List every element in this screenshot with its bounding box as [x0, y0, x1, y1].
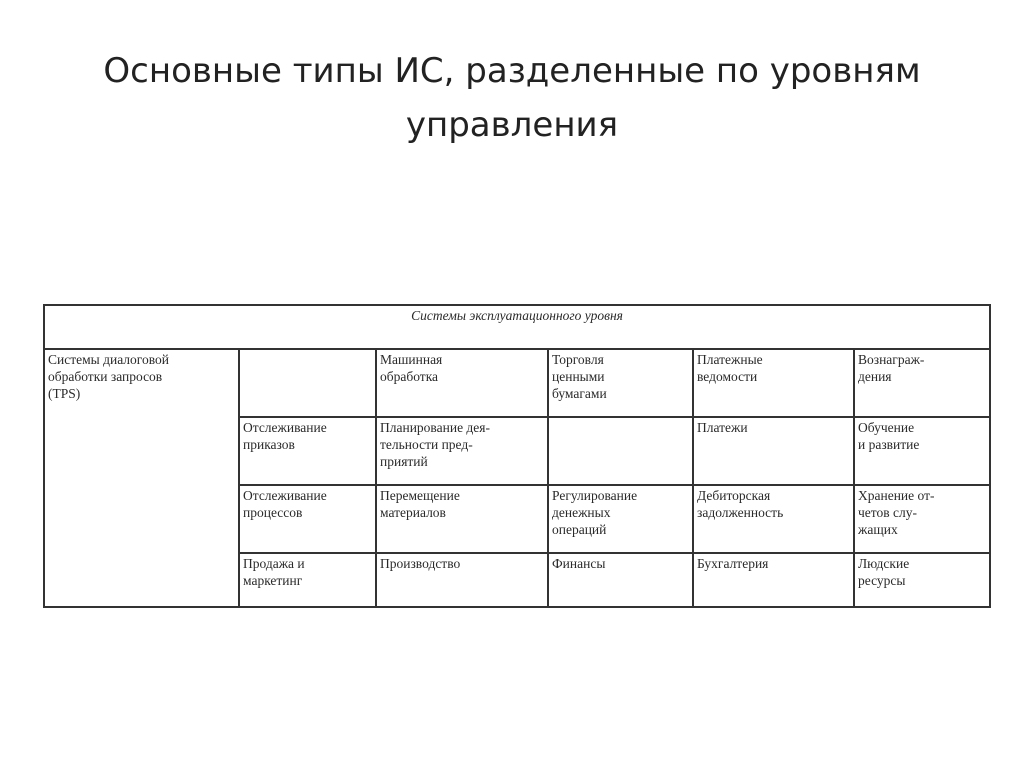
table-cell [693, 485, 854, 553]
cell-text: Перемещение материалов [380, 488, 460, 520]
cell-text: Отслеживание процессов [243, 488, 327, 520]
cell-text: Платежи [697, 420, 748, 435]
table-cell [693, 417, 854, 485]
slide-title-line-1: Основные типы ИС, разделенные по уровням [103, 51, 921, 91]
table-cell [548, 553, 693, 607]
table-cell [548, 349, 693, 417]
table-cell [548, 485, 693, 553]
cell-text: Отслеживание приказов [243, 420, 327, 452]
table-cell [376, 485, 548, 553]
table-cell [376, 417, 548, 485]
table-cell [854, 485, 990, 553]
table-cell [376, 349, 548, 417]
table-cell [854, 417, 990, 485]
tps-label-text: Системы диалоговой обработки запросов (TPS) [48, 352, 169, 401]
table-cell [854, 553, 990, 607]
table-cell [854, 349, 990, 417]
table-cell [376, 553, 548, 607]
cell-text: Планирование дея- тельности пред- приятий [380, 420, 490, 469]
cell-text: Регулирование денежных операций [552, 488, 638, 537]
table-cell [239, 349, 376, 417]
table-header-cell [44, 305, 990, 349]
slide-title [40, 44, 984, 152]
cell-text: Торговля ценными бумагами [552, 352, 607, 401]
cell-text: Людские ресурсы [858, 556, 910, 588]
cell-text: Платежные ведомости [697, 352, 763, 384]
cell-text: Хранение от- четов слу- жащих [858, 488, 935, 537]
cell-text: Обучение и развитие [858, 420, 920, 452]
table-cell [548, 417, 693, 485]
tps-label-cell [44, 349, 239, 607]
cell-text: Вознаграж- дения [858, 352, 925, 384]
table-header-row [44, 305, 990, 349]
cell-text: Производство [380, 556, 461, 571]
cell-text: Финансы [552, 556, 606, 571]
table-cell [239, 417, 376, 485]
table-cell [239, 553, 376, 607]
table-cell [239, 485, 376, 553]
is-types-table [43, 304, 991, 608]
table-row [44, 349, 990, 417]
table-cell [693, 349, 854, 417]
cell-text: Дебиторская задолженность [697, 488, 784, 520]
cell-text: Бухгалтерия [697, 556, 769, 571]
cell-text: Продажа и маркетинг [243, 556, 305, 588]
slide-title-line-2: управления [405, 105, 619, 145]
cell-text: Машинная обработка [380, 352, 443, 384]
table-cell [693, 553, 854, 607]
table-header-text: Системы эксплуатационного уровня [411, 308, 623, 323]
